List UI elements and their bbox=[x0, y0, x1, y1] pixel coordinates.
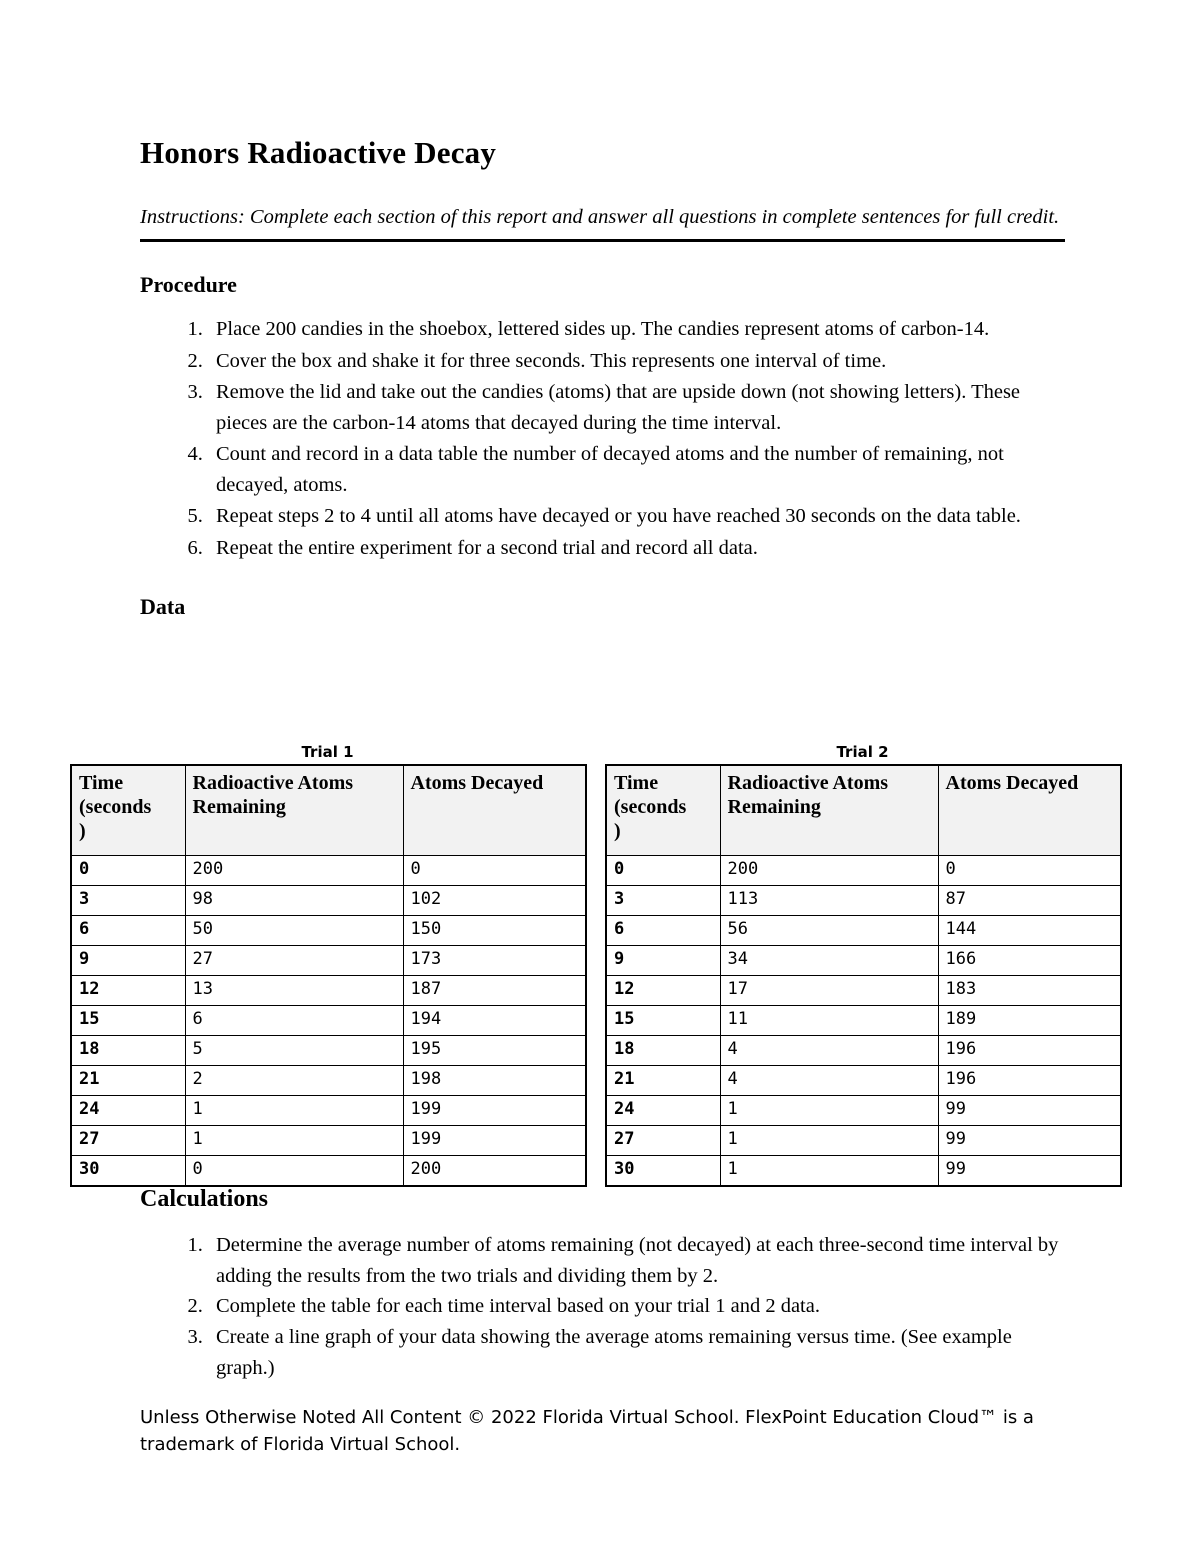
table-row bbox=[606, 915, 1121, 945]
cell-time: 6 bbox=[71, 915, 185, 945]
cell-time: 30 bbox=[71, 1155, 185, 1186]
header-line: (seconds bbox=[79, 795, 152, 818]
table-row bbox=[606, 1005, 1121, 1035]
trial-2-table bbox=[605, 764, 1122, 1187]
cell-decayed: 200 bbox=[403, 1155, 586, 1186]
column-header-decayed bbox=[403, 765, 586, 856]
table-row bbox=[71, 1005, 586, 1035]
instructions-text: Instructions: Complete each section of this report and answer all questions in complete sentences for full credit. bbox=[140, 205, 1060, 228]
cell-remaining: 200 bbox=[720, 855, 938, 885]
cell-decayed: 0 bbox=[403, 855, 586, 885]
table-row bbox=[606, 1065, 1121, 1095]
list-item: 3. Create a line graph of your data showing the average atoms remaining versus time. (See example graph.) bbox=[208, 1322, 1065, 1384]
cell-remaining: 11 bbox=[720, 1005, 938, 1035]
table-row bbox=[606, 1035, 1121, 1065]
header-line: Radioactive Atoms bbox=[192, 771, 354, 794]
header-line: Remaining bbox=[727, 795, 821, 818]
cell-remaining: 27 bbox=[185, 945, 403, 975]
cell-decayed: 102 bbox=[403, 885, 586, 915]
cell-decayed: 196 bbox=[938, 1035, 1121, 1065]
trial-2-caption: Trial 2 bbox=[836, 743, 889, 761]
cell-time: 27 bbox=[606, 1125, 720, 1155]
column-header-time bbox=[71, 765, 185, 856]
table-row bbox=[71, 1035, 586, 1065]
list-item: 4. Count and record in a data table the number of decayed atoms and the number of remaining, not decayed, atoms. bbox=[208, 439, 1065, 501]
trial-1-caption: Trial 1 bbox=[301, 743, 354, 761]
header-line: Atoms Decayed bbox=[410, 771, 544, 794]
cell-remaining: 4 bbox=[720, 1065, 938, 1095]
cell-decayed: 199 bbox=[403, 1125, 586, 1155]
list-item: 2. Cover the box and shake it for three seconds. This represents one interval of time. bbox=[208, 346, 1065, 377]
table-row bbox=[71, 1095, 586, 1125]
cell-time: 27 bbox=[71, 1125, 185, 1155]
cell-remaining: 4 bbox=[720, 1035, 938, 1065]
cell-decayed: 194 bbox=[403, 1005, 586, 1035]
table-row bbox=[606, 945, 1121, 975]
cell-decayed: 183 bbox=[938, 975, 1121, 1005]
cell-time: 21 bbox=[71, 1065, 185, 1095]
cell-remaining: 1 bbox=[720, 1125, 938, 1155]
header-line: Time bbox=[79, 771, 124, 794]
cell-remaining: 50 bbox=[185, 915, 403, 945]
cell-remaining: 1 bbox=[185, 1125, 403, 1155]
cell-remaining: 98 bbox=[185, 885, 403, 915]
cell-remaining: 5 bbox=[185, 1035, 403, 1065]
calculations-heading: Calculations bbox=[140, 1186, 269, 1212]
cell-remaining: 0 bbox=[185, 1155, 403, 1186]
list-item: 5. Repeat steps 2 to 4 until all atoms have decayed or you have reached 30 seconds on the data table. bbox=[208, 501, 1065, 532]
cell-decayed: 99 bbox=[938, 1095, 1121, 1125]
header-line: Remaining bbox=[192, 795, 286, 818]
cell-time: 18 bbox=[606, 1035, 720, 1065]
cell-decayed: 173 bbox=[403, 945, 586, 975]
cell-time: 0 bbox=[71, 855, 185, 885]
cell-time: 15 bbox=[71, 1005, 185, 1035]
cell-time: 12 bbox=[71, 975, 185, 1005]
header-line: ) bbox=[79, 820, 86, 843]
procedure-heading: Procedure bbox=[140, 272, 237, 298]
cell-remaining: 56 bbox=[720, 915, 938, 945]
procedure-list bbox=[140, 314, 1065, 563]
table-row bbox=[606, 1155, 1121, 1186]
cell-decayed: 199 bbox=[403, 1095, 586, 1125]
data-heading: Data bbox=[140, 593, 186, 619]
table-row bbox=[71, 915, 586, 945]
table-row bbox=[71, 1065, 586, 1095]
cell-remaining: 6 bbox=[185, 1005, 403, 1035]
table-row bbox=[606, 855, 1121, 885]
cell-decayed: 189 bbox=[938, 1005, 1121, 1035]
list-item: 1. Determine the average number of atoms remaining (not decayed) at each three-second time interval by adding the results from the two trials and dividing them by 2. bbox=[208, 1230, 1065, 1292]
cell-decayed: 196 bbox=[938, 1065, 1121, 1095]
table-row bbox=[71, 945, 586, 975]
list-item: 1. Place 200 candies in the shoebox, lettered sides up. The candies represent atoms of carbon-14. bbox=[208, 314, 1065, 345]
cell-decayed: 0 bbox=[938, 855, 1121, 885]
header-line: ) bbox=[614, 820, 621, 843]
cell-remaining: 113 bbox=[720, 885, 938, 915]
footer-copyright: Unless Otherwise Noted All Content © 2022 Florida Virtual School. FlexPoint Education Cloud™ is a trademark of Florida Virtual School. bbox=[140, 1407, 1034, 1455]
cell-decayed: 99 bbox=[938, 1155, 1121, 1186]
cell-remaining: 1 bbox=[720, 1095, 938, 1125]
column-header-remaining bbox=[185, 765, 403, 856]
document-body bbox=[140, 135, 1065, 636]
cell-time: 9 bbox=[606, 945, 720, 975]
table-row bbox=[71, 885, 586, 915]
cell-decayed: 195 bbox=[403, 1035, 586, 1065]
cell-decayed: 198 bbox=[403, 1065, 586, 1095]
cell-decayed: 99 bbox=[938, 1125, 1121, 1155]
trial-1-table bbox=[70, 764, 587, 1187]
list-item: 2. Complete the table for each time interval based on your trial 1 and 2 data. bbox=[208, 1291, 1065, 1322]
table-row bbox=[71, 1155, 586, 1186]
cell-time: 24 bbox=[71, 1095, 185, 1125]
header-line: Atoms Decayed bbox=[945, 771, 1079, 794]
cell-decayed: 87 bbox=[938, 885, 1121, 915]
cell-decayed: 144 bbox=[938, 915, 1121, 945]
trial-1-table-wrap bbox=[70, 744, 585, 1187]
cell-time: 3 bbox=[71, 885, 185, 915]
page-title: Honors Radioactive Decay bbox=[140, 135, 497, 170]
cell-remaining: 17 bbox=[720, 975, 938, 1005]
cell-time: 3 bbox=[606, 885, 720, 915]
table-row bbox=[606, 1095, 1121, 1125]
header-line: Time bbox=[614, 771, 659, 794]
cell-time: 24 bbox=[606, 1095, 720, 1125]
cell-decayed: 166 bbox=[938, 945, 1121, 975]
cell-remaining: 1 bbox=[720, 1155, 938, 1186]
table-header-row bbox=[71, 765, 586, 856]
table-row bbox=[71, 975, 586, 1005]
header-line: (seconds bbox=[614, 795, 687, 818]
instructions-block bbox=[140, 201, 1065, 242]
data-tables-area bbox=[70, 744, 1110, 1187]
table-row bbox=[606, 1125, 1121, 1155]
cell-time: 0 bbox=[606, 855, 720, 885]
header-divider bbox=[140, 239, 1065, 242]
cell-remaining: 13 bbox=[185, 975, 403, 1005]
column-header-time bbox=[606, 765, 720, 856]
list-item: 3. Remove the lid and take out the candies (atoms) that are upside down (not showing letters). These pieces are the carbon-14 atoms that decayed during the time interval. bbox=[208, 377, 1065, 439]
cell-time: 9 bbox=[71, 945, 185, 975]
table-row bbox=[606, 975, 1121, 1005]
table-row bbox=[71, 855, 586, 885]
cell-time: 21 bbox=[606, 1065, 720, 1095]
cell-remaining: 1 bbox=[185, 1095, 403, 1125]
calculations-list bbox=[140, 1230, 1065, 1384]
cell-time: 18 bbox=[71, 1035, 185, 1065]
column-header-remaining bbox=[720, 765, 938, 856]
table-row bbox=[71, 1125, 586, 1155]
cell-remaining: 34 bbox=[720, 945, 938, 975]
cell-time: 12 bbox=[606, 975, 720, 1005]
cell-remaining: 200 bbox=[185, 855, 403, 885]
calculations-section bbox=[140, 1185, 1065, 1384]
cell-time: 30 bbox=[606, 1155, 720, 1186]
trial-2-table-wrap bbox=[605, 744, 1120, 1187]
header-line: Radioactive Atoms bbox=[727, 771, 889, 794]
table-header-row bbox=[606, 765, 1121, 856]
cell-decayed: 150 bbox=[403, 915, 586, 945]
cell-decayed: 187 bbox=[403, 975, 586, 1005]
cell-remaining: 2 bbox=[185, 1065, 403, 1095]
cell-time: 6 bbox=[606, 915, 720, 945]
list-item: 6. Repeat the entire experiment for a second trial and record all data. bbox=[208, 533, 1065, 564]
table-row bbox=[606, 885, 1121, 915]
cell-time: 15 bbox=[606, 1005, 720, 1035]
column-header-decayed bbox=[938, 765, 1121, 856]
